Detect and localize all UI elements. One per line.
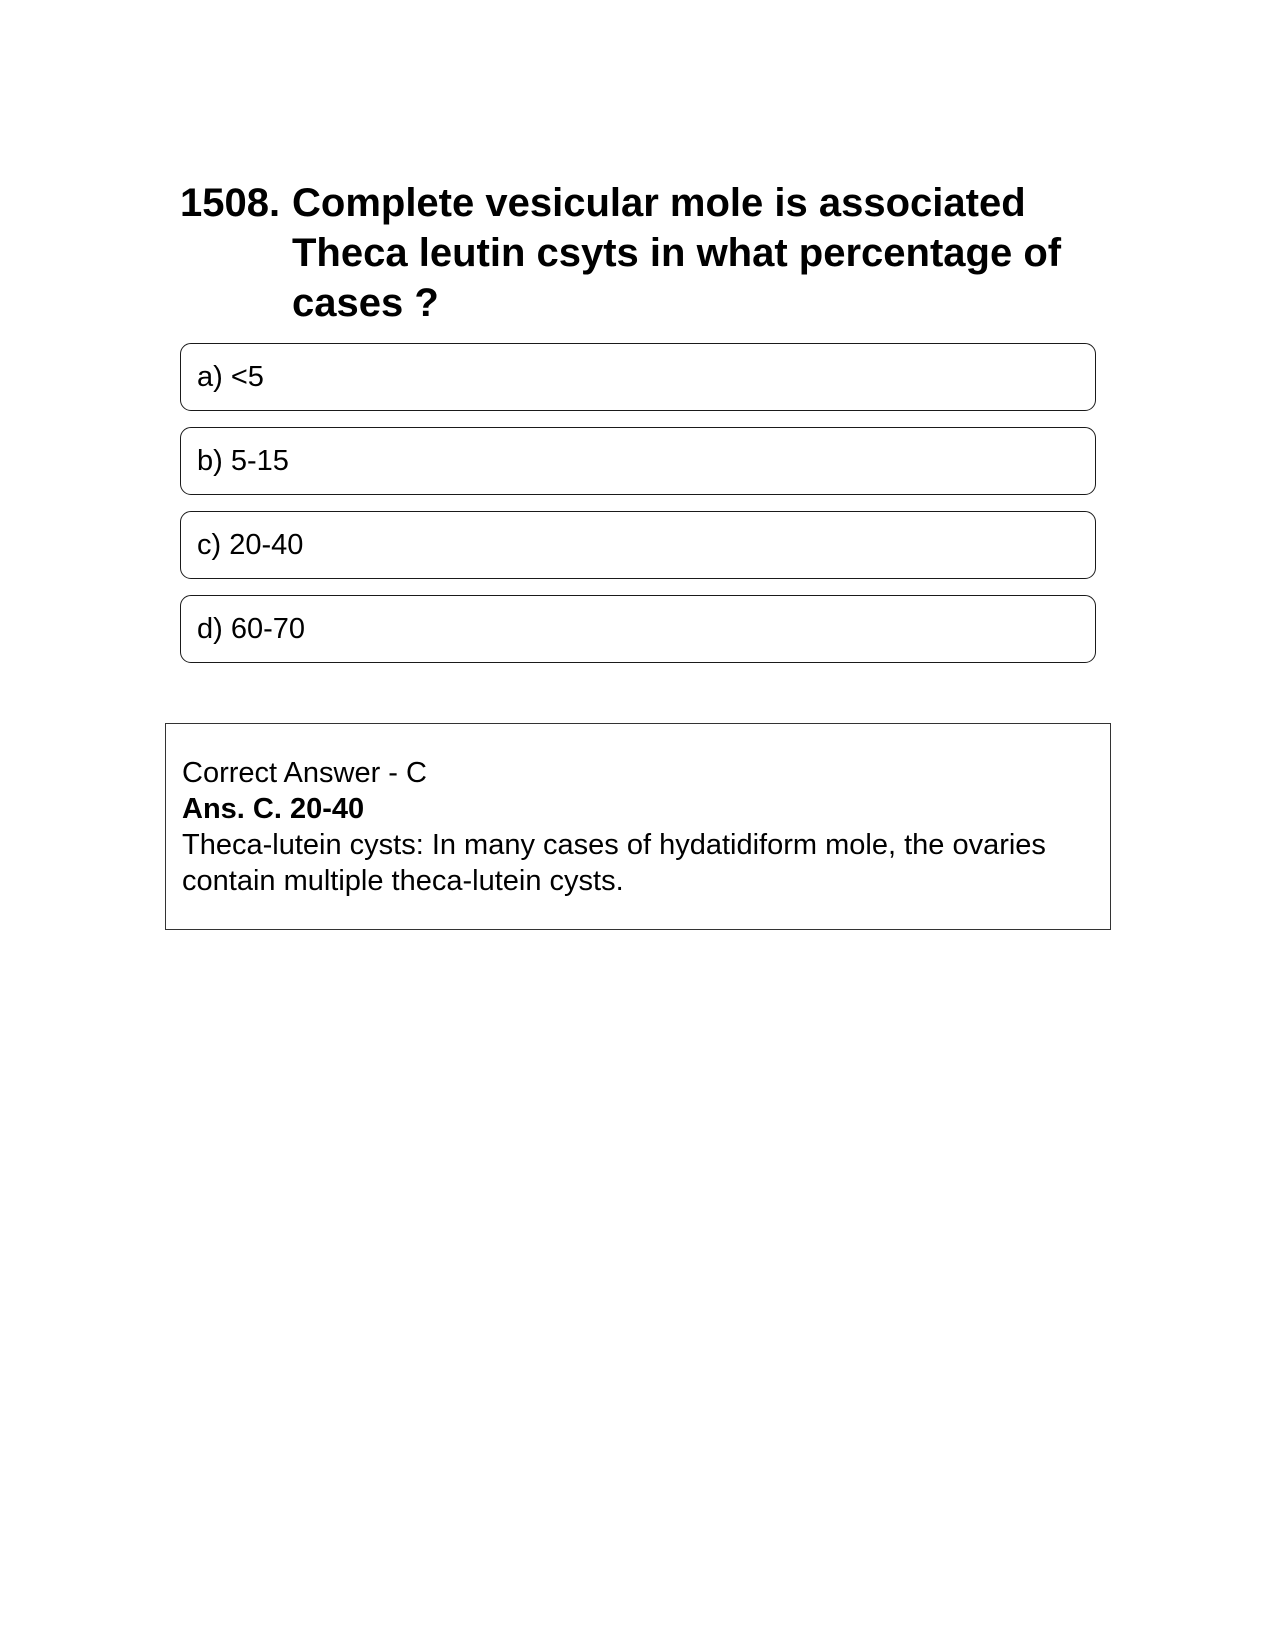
question-number: 1508. bbox=[180, 181, 281, 225]
answer-box bbox=[165, 723, 1111, 930]
options-list bbox=[180, 343, 1096, 679]
option-c-label: c) 20-40 bbox=[197, 528, 304, 561]
answer-heading: Ans. C. 20-40 bbox=[182, 793, 365, 825]
option-c[interactable] bbox=[180, 511, 1096, 579]
option-a[interactable] bbox=[180, 343, 1096, 411]
question bbox=[180, 178, 1080, 328]
correct-answer-line: Correct Answer - C bbox=[182, 757, 427, 789]
option-d-label: d) 60-70 bbox=[197, 612, 306, 645]
question-text: Complete vesicular mole is associated Theca leutin csyts in what percentage of cases ? bbox=[292, 181, 1062, 325]
option-b[interactable] bbox=[180, 427, 1096, 495]
option-a-label: a) <5 bbox=[197, 360, 264, 393]
option-b-label: b) 5-15 bbox=[197, 444, 289, 477]
answer-explanation: Theca-lutein cysts: In many cases of hydatidiform mole, the ovaries contain multiple theca-lutein cysts. bbox=[182, 829, 1046, 897]
option-d[interactable] bbox=[180, 595, 1096, 663]
